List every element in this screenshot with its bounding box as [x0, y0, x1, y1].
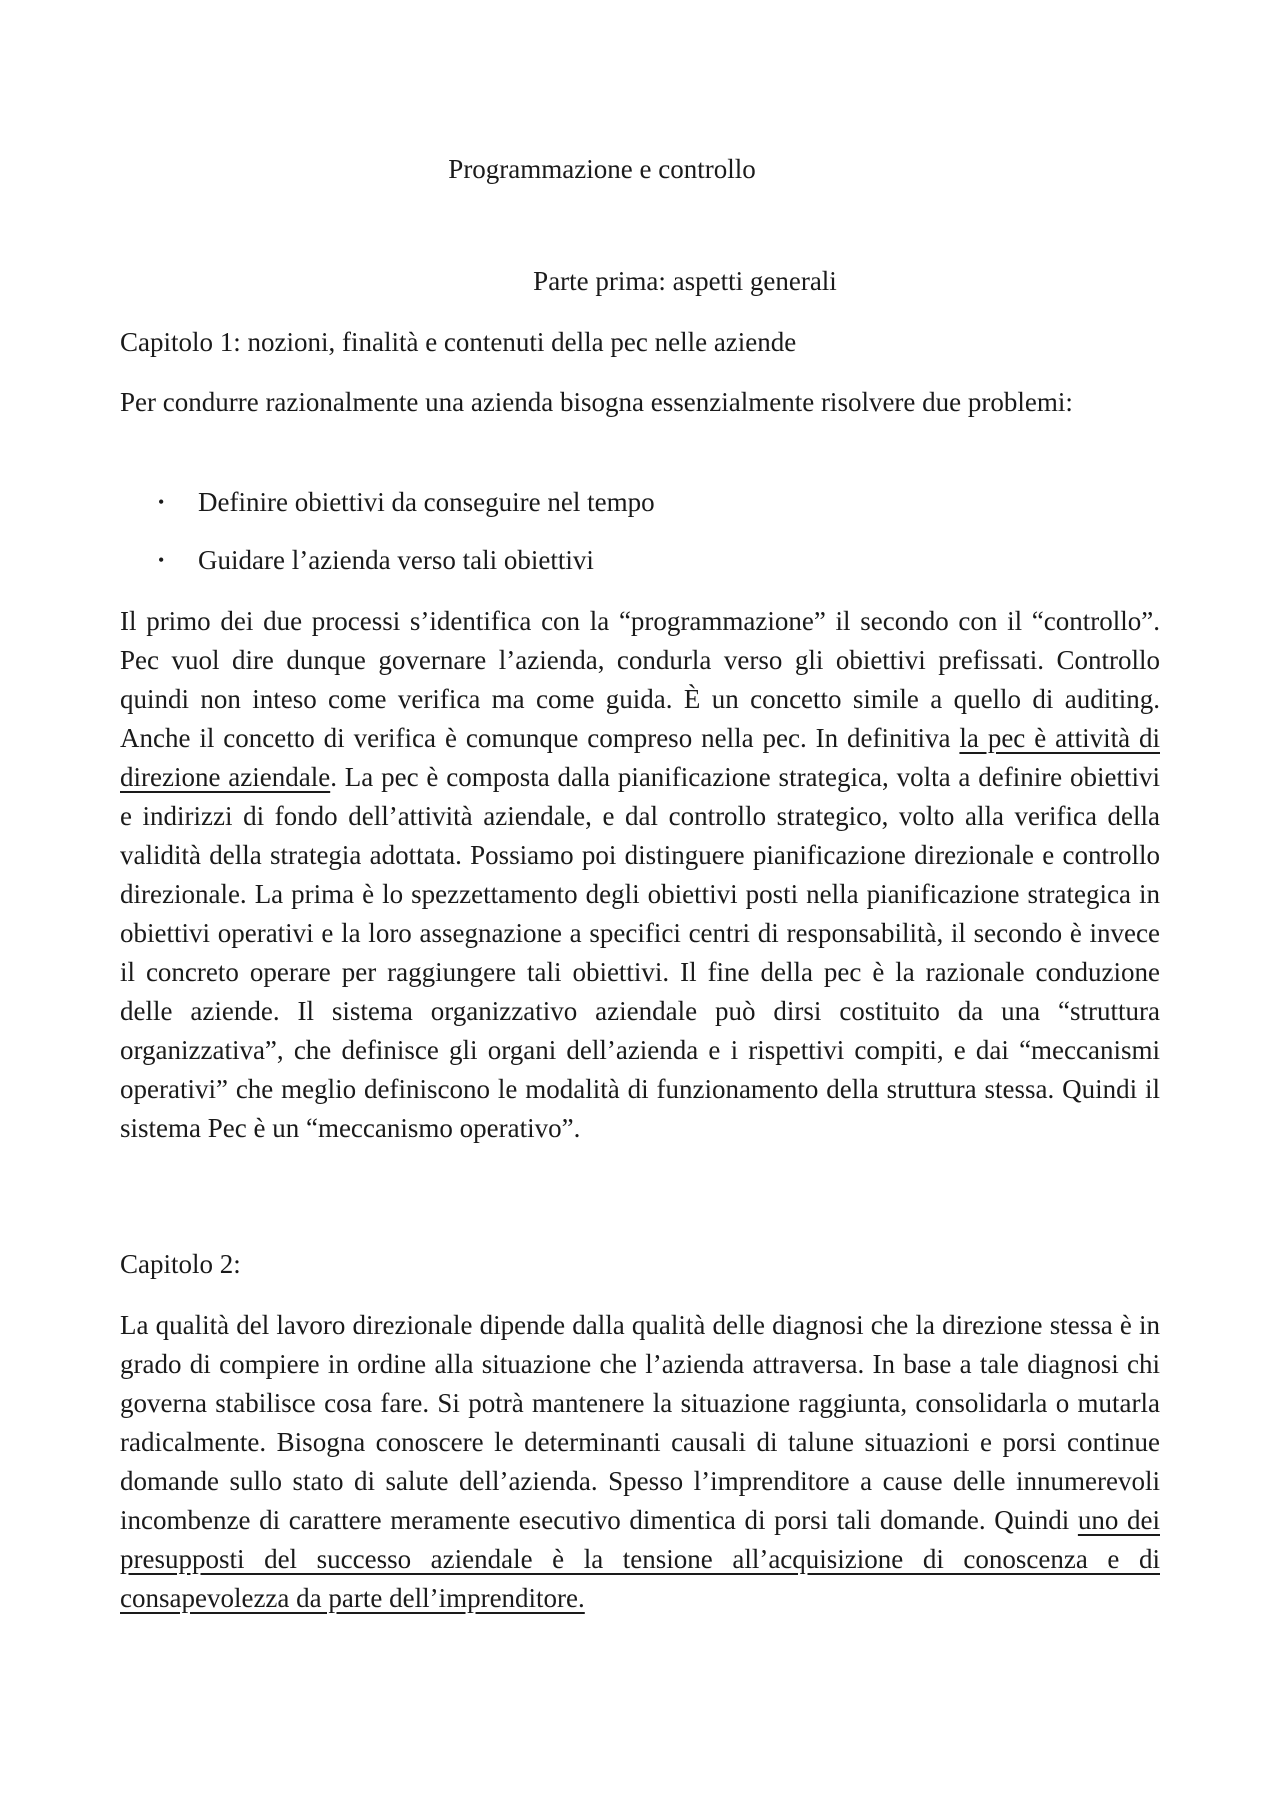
paragraph-text: Il primo dei due processi s’identifica con la “programmazione” il secondo con il “controllo”. Pec vuol dire dunque governare l’azienda, condurla verso gli obiettivi prefissati. Controllo quindi non inteso come verifica ma come guida. È un concetto simile a quello di auditing. Anche il concetto di verifica è comunque compreso nella pec. In definitiva [120, 606, 1160, 753]
list-item [120, 541, 1160, 580]
document-title: Programmazione e controllo [448, 154, 756, 184]
list-item [120, 483, 1160, 522]
chapter-1-intro: Per condurre razionalmente una azienda bisogna essenzialmente risolvere due problemi: [120, 387, 1073, 417]
part-title: Parte prima: aspetti generali [533, 266, 837, 296]
bullet-icon: • [158, 550, 165, 570]
chapter-1-paragraph [120, 602, 1160, 1148]
underlined-text: uno dei presupposti del successo aziendale è la tensione all’acquisizione di conoscenza e di consapevolezza da parte dell’imprenditore. [120, 1505, 1160, 1613]
bullet-icon: • [158, 492, 165, 512]
chapter-2-heading: Capitolo 2: [120, 1249, 241, 1279]
list-item-text: Definire obiettivi da conseguire nel tempo [198, 487, 655, 517]
chapter-2-paragraph [120, 1306, 1160, 1618]
chapter-1-heading: Capitolo 1: nozioni, finalità e contenuti della pec nelle aziende [120, 327, 797, 357]
paragraph-text: . La pec è composta dalla pianificazione strategica, volta a definire obiettivi e indirizzi di fondo dell’attività aziendale, e dal controllo strategico, volto alla verifica della validità della strategia adottata. Possiamo poi distinguere pianificazione direzionale e controllo direzionale. La prima è lo spezzettamento degli obiettivi posti nella pianificazione strategica in obiettivi operativi e la loro assegnazione a specifici centri di responsabilità, il secondo è invece il concreto operare per raggiungere tali obiettivi. Il fine della pec è la razionale conduzione delle aziende. Il sistema organizzativo aziendale può dirsi costituito da una “struttura organizzativa”, che definisce gli organi dell’azienda e i rispettivi compiti, e dai “meccanismi operativi” che meglio definiscono le modalità di funzionamento della struttura stessa. Quindi il sistema Pec è un “meccanismo operativo”. [120, 762, 1160, 1143]
list-item-text: Guidare l’azienda verso tali obiettivi [198, 545, 594, 575]
underlined-text: la pec è attività di direzione aziendale [120, 723, 1160, 792]
paragraph-text: La qualità del lavoro direzionale dipende dalla qualità delle diagnosi che la direzione stessa è in grado di compiere in ordine alla situazione che l’azienda attraversa. In base a tale diagnosi chi governa stabilisce cosa fare. Si potrà mantenere la situazione raggiunta, consolidarla o mutarla radicalmente. Bisogna conoscere le determinanti causali di talune situazioni e porsi continue domande sullo stato di salute dell’azienda. Spesso l’imprenditore a cause delle innumerevoli incombenze di carattere meramente esecutivo dimentica di porsi tali domande. Quindi [120, 1310, 1160, 1535]
